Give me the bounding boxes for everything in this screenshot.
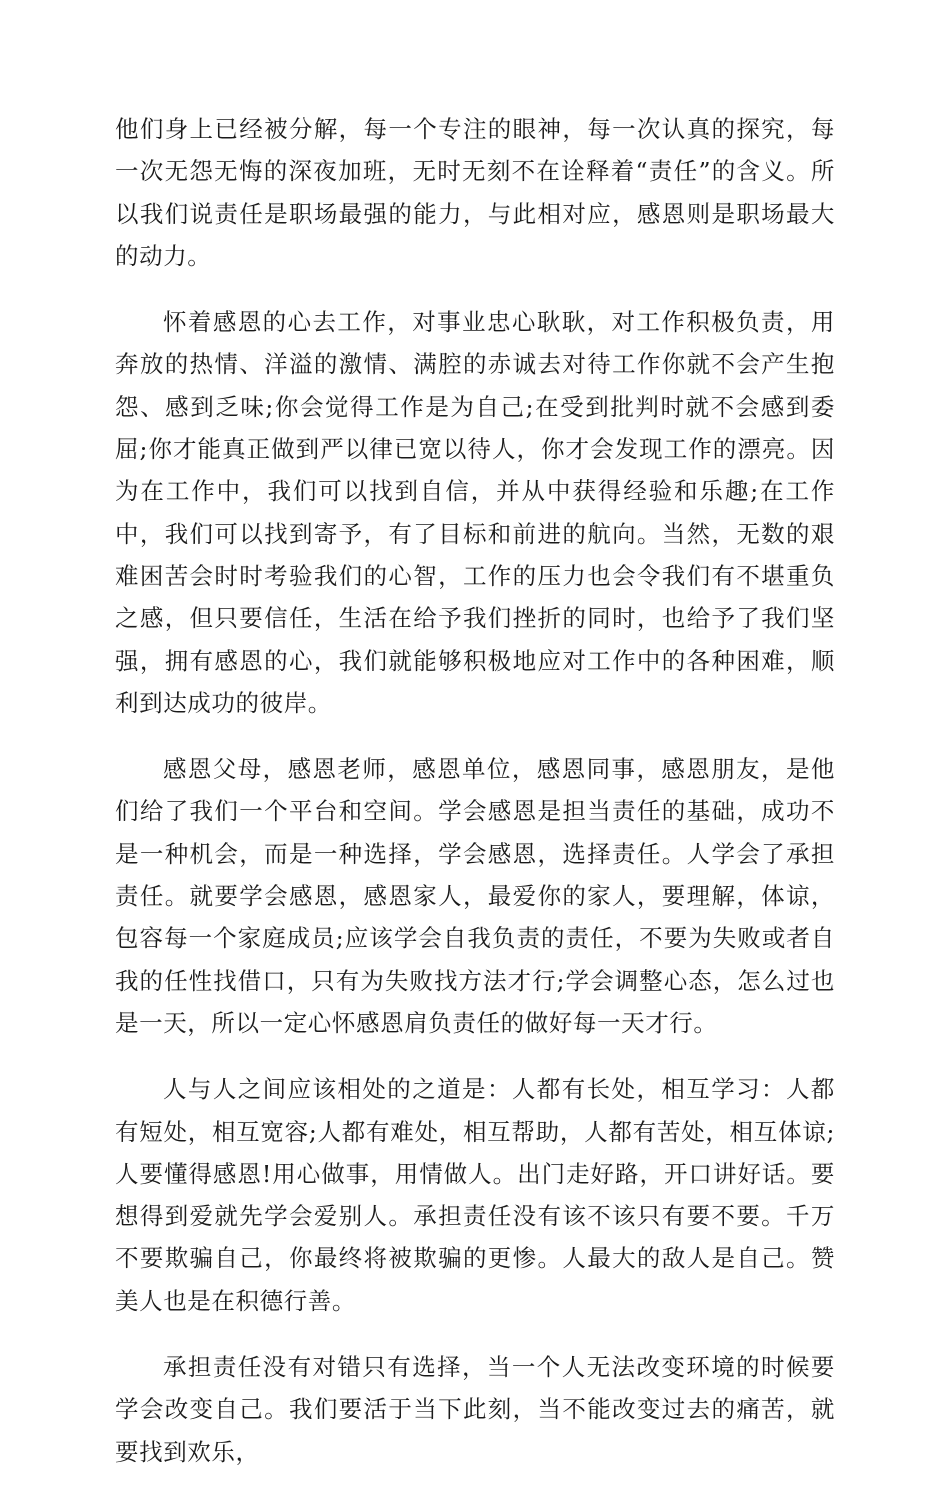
paragraph-3: 感恩父母，感恩老师，感恩单位，感恩同事，感恩朋友，是他们给了我们一个平台和空间。学会感恩是担当责任的基础，成功不是一种机会，而是一种选择，学会感恩，选择责任。人学会了承担责任。就要学会感恩，感恩家人，最爱你的家人，要理解，体谅，包容每一个家庭成员;应该学会自我负责的责任，不要为失败或者自我的任性找借口，只有为失败找方法才行;学会调整心态，怎么过也是一天，所以一定心怀感恩肩负责任的做好每一天才行。 — [115, 755, 835, 1037]
paragraph-1: 他们身上已经被分解，每一个专注的眼神，每一次认真的探究，每一次无怨无悔的深夜加班，无时无刻不在诠释着“责任”的含义。所以我们说责任是职场最强的能力，与此相对应，感恩则是职场最大的动力。 — [115, 115, 835, 270]
paragraph-4: 人与人之间应该相处的之道是：人都有长处，相互学习：人都有短处，相互宽容;人都有难处，相互帮助，人都有苦处，相互体谅;人要懂得感恩!用心做事，用情做人。出门走好路，开口讲好话。要想得到爱就先学会爱别人。承担责任没有该不该只有要不要。千万不要欺骗自己，你最终将被欺骗的更惨。人最大的敌人是自己。赞美人也是在积德行善。 — [115, 1075, 835, 1315]
paragraph-2: 怀着感恩的心去工作，对事业忠心耿耿，对工作积极负责，用奔放的热情、洋溢的激情、满腔的赤诚去对待工作你就不会产生抱怨、感到乏味;你会觉得工作是为自己;在受到批判时就不会感到委屈;你才能真正做到严以律已宽以待人，你才会发现工作的漂亮。因为在工作中，我们可以找到自信，并从中获得经验和乐趣;在工作中，我们可以找到寄予，有了目标和前进的航向。当然，无数的艰难困苦会时时考验我们的心智，工作的压力也会令我们有不堪重负之感，但只要信任，生活在给予我们挫折的同时，也给予了我们坚强，拥有感恩的心，我们就能够积极地应对工作中的各种困难，顺利到达成功的彼岸。 — [115, 308, 835, 717]
document-body — [115, 108, 835, 1497]
paragraph-5: 承担责任没有对错只有选择，当一个人无法改变环境的时候要学会改变自己。我们要活于当下此刻，当不能改变过去的痛苦，就要找到欢乐， — [115, 1353, 835, 1466]
